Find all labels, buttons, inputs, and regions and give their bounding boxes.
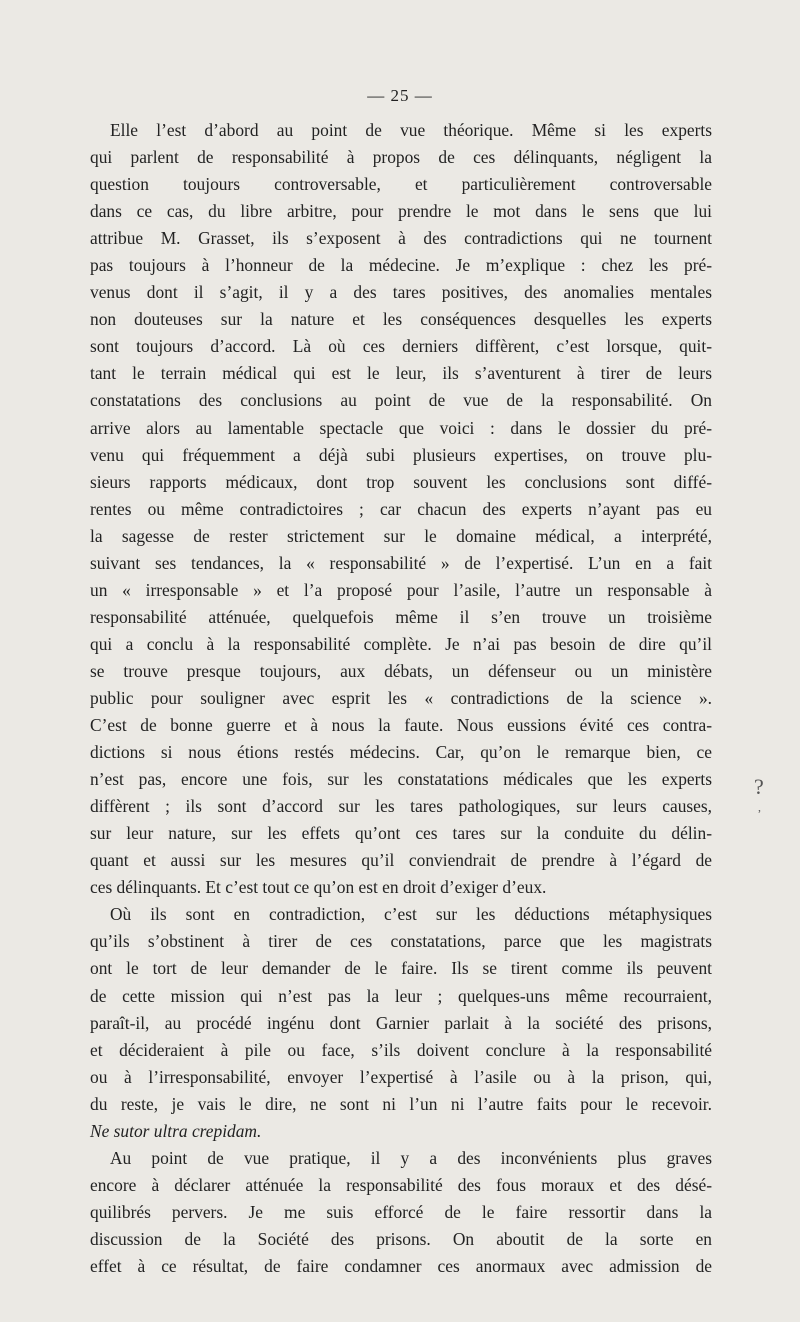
text-line: arrive alors au lamentable spectacle que voici : dans le dossier du pré-	[90, 417, 712, 438]
text-line: question toujours controversable, et particulièrement controversable	[90, 174, 712, 195]
margin-annotation-dot: ,	[758, 800, 761, 814]
text-line: paraît-il, au procédé ingénu dont Garnier parlait à la société des prisons,	[90, 1012, 712, 1033]
text-line: la sagesse de rester strictement sur le domaine médical, a interprété,	[90, 525, 712, 546]
text-line: Elle l’est d’abord au point de vue théorique. Même si les experts	[110, 120, 712, 140]
text-line: qui parlent de responsabilité à propos de ces délinquants, négligent la	[90, 147, 712, 168]
body-text	[90, 117, 712, 1280]
text-line: suivant ses tendances, la « responsabilité » de l’expertisé. L’un en a fait	[90, 552, 712, 573]
text-line: sieurs rapports médicaux, dont trop souvent les conclusions sont diffé-	[90, 471, 712, 492]
text-line: dictions si nous étions restés médecins. Car, qu’on le remarque bien, ce	[90, 742, 712, 763]
text-line: ont le tort de leur demander de le faire. Ils se tirent comme ils peuvent	[90, 958, 712, 979]
text-line: ces délinquants. Et c’est tout ce qu’on est en droit d’exiger d’eux.	[90, 877, 547, 898]
text-line: ou à l’irresponsabilité, envoyer l’expertisé à l’asile ou à la prison, qui,	[90, 1066, 712, 1087]
text-line: un « irresponsable » et l’a proposé pour l’asile, l’autre un responsable à	[90, 579, 712, 600]
text-line: responsabilité atténuée, quelquefois même il s’en trouve un troisième	[90, 606, 712, 627]
text-line: encore à déclarer atténuée la responsabilité des fous moraux et des désé-	[90, 1174, 712, 1195]
text-line: qu’ils s’obstinent à tirer de ces constatations, parce que les magistrats	[90, 931, 712, 952]
text-line: attribue M. Grasset, ils s’exposent à des contradictions qui ne tournent	[90, 228, 712, 249]
text-line: sont toujours d’accord. Là où ces derniers diffèrent, c’est lorsque, quit-	[90, 336, 712, 357]
text-line: venus dont il s’agit, il y a des tares positives, des anomalies mentales	[90, 282, 712, 303]
text-line: diffèrent ; ils sont d’accord sur les tares pathologiques, sur leurs causes,	[90, 796, 712, 817]
text-line: Au point de vue pratique, il y a des inconvénients plus graves	[110, 1147, 712, 1168]
text-line: dans ce cas, du libre arbitre, pour prendre le mot dans le sens que lui	[90, 201, 712, 222]
text-line: non douteuses sur la nature et les conséquences desquelles les experts	[90, 309, 712, 330]
margin-annotation: ?	[754, 774, 764, 799]
text-line: sur leur nature, sur les effets qu’ont ces tares sur la conduite du délin-	[90, 823, 712, 844]
text-line: quant et aussi sur les mesures qu’il conviendrait de prendre à l’égard de	[90, 850, 712, 871]
text-line: constatations des conclusions au point de vue de la responsabilité. On	[90, 390, 712, 411]
text-line: discussion de la Société des prisons. On aboutit de la sorte en	[90, 1228, 712, 1249]
text-line: C’est de bonne guerre et à nous la faute. Nous eussions évité ces contra-	[90, 715, 712, 736]
text-line: tant le terrain médical qui est le leur, ils s’aventurent à tirer de leurs	[90, 363, 712, 384]
text-line: Où ils sont en contradiction, c’est sur les déductions métaphysiques	[110, 904, 712, 925]
text-line: rentes ou même contradictoires ; car chacun des experts n’ayant pas eu	[90, 498, 712, 519]
text-line: pas toujours à l’honneur de la médecine. Je m’explique : chez les pré-	[90, 255, 712, 276]
page-number: — 25 —	[367, 86, 433, 105]
latin-quote: Ne sutor ultra crepidam.	[90, 1120, 262, 1141]
text-line: se trouve presque toujours, aux débats, un défenseur ou un ministère	[90, 660, 712, 681]
text-line: du reste, je vais le dire, ne sont ni l’un ni l’autre faits pour le recevoir.	[90, 1093, 712, 1114]
text-line: et décideraient à pile ou face, s’ils doivent conclure à la responsabilité	[90, 1039, 712, 1060]
text-line: n’est pas, encore une fois, sur les constatations médicales que les experts	[90, 769, 712, 790]
text-line: public pour souligner avec esprit les « contradictions de la science ».	[90, 687, 712, 708]
text-line: effet à ce résultat, de faire condamner ces anormaux avec admission de	[90, 1255, 712, 1276]
text-line: venu qui fréquemment a déjà subi plusieurs expertises, on trouve plu-	[90, 444, 712, 465]
text-line: quilibrés pervers. Je me suis efforcé de le faire ressortir dans la	[90, 1201, 712, 1222]
text-line: qui a conclu à la responsabilité complète. Je n’ai pas besoin de dire qu’il	[90, 633, 712, 654]
text-line: de cette mission qui n’est pas la leur ; quelques-uns même recourraient,	[90, 985, 712, 1006]
